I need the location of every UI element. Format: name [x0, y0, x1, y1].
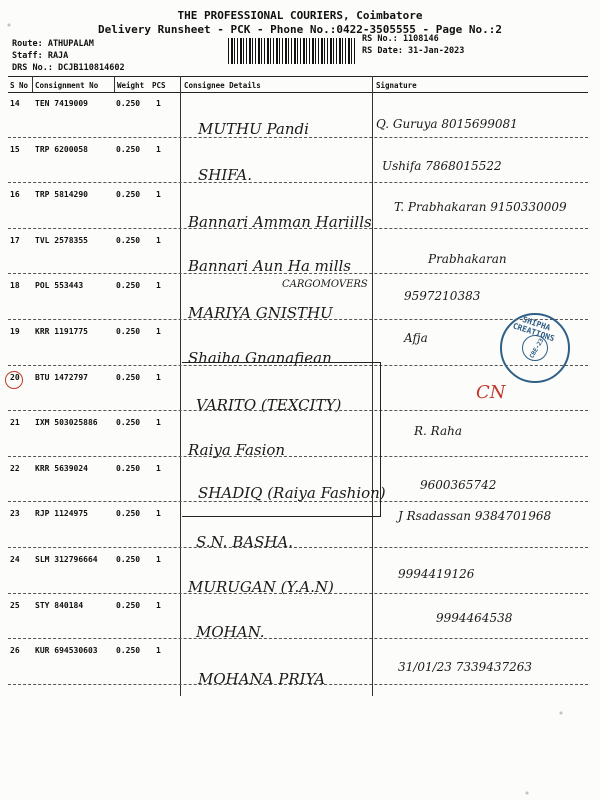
stamp-code: CBE-23 — [528, 337, 546, 360]
row-consignee-name: Bannari Aun Ha mills — [188, 256, 351, 275]
col-divider — [32, 76, 33, 92]
row-serial: 17 — [10, 235, 20, 245]
row-pcs: 1 — [156, 418, 161, 428]
rs-date: RS Date: 31-Jan-2023 — [362, 46, 465, 56]
col-header-consignee: Consignee Details — [184, 81, 261, 90]
row-consignee-name: S.N. BASHA. — [196, 533, 294, 552]
row-weight: 0.250 — [116, 190, 141, 200]
col-header-sno: S No — [10, 81, 29, 90]
row-pcs: 1 — [156, 646, 161, 656]
row-weight: 0.250 — [116, 281, 141, 291]
row-divider — [8, 273, 588, 274]
row-weight: 0.250 — [116, 646, 141, 656]
row-serial: 15 — [10, 144, 20, 154]
row-pcs: 1 — [156, 509, 161, 519]
row-signature: Prabhakaran — [428, 251, 507, 266]
row-consignment-no: IXM 503025886 — [35, 418, 98, 428]
row-weight: 0.250 — [116, 418, 141, 428]
row-pcs: 1 — [156, 99, 161, 108]
row-divider — [8, 547, 588, 548]
row-consignee-name: MUTHU Pandi — [198, 120, 309, 138]
col-header-signature: Signature — [376, 81, 417, 90]
row-consignee-name: SHIFA. — [198, 165, 252, 184]
row-serial: 14 — [10, 99, 20, 108]
row-pcs: 1 — [156, 235, 161, 245]
row-serial: 18 — [10, 281, 20, 291]
row-signature: J Rsadassan 9384701968 — [398, 509, 552, 524]
row-weight: 0.250 — [116, 463, 141, 473]
row-consignment-no: RJP 1124975 — [35, 509, 88, 519]
row-consignment-no: BTU 1472797 — [35, 372, 88, 382]
handwritten-bracket — [182, 362, 381, 413]
row-consignee-name: MOHANA PRIYA — [198, 670, 326, 689]
scan-speck — [2, 18, 16, 32]
rs-number: RS No.: 1108146 — [362, 34, 439, 44]
row-divider — [8, 593, 588, 594]
staff-label: Staff: RAJA — [12, 51, 69, 61]
row-consignee-name: VARITO (TEXCITY) — [196, 395, 342, 414]
row-consignee-name: SHADIQ (Raiya Fashion) — [198, 483, 386, 502]
row-serial: 22 — [10, 463, 20, 473]
stamp-text: SHIPHA CREATIONS — [511, 314, 556, 344]
row-consignment-no: STY 840184 — [35, 600, 84, 610]
route-label: Route: ATHUPALAM — [12, 39, 94, 49]
row-weight: 0.250 — [116, 600, 141, 610]
row-weight: 0.250 — [116, 327, 141, 336]
row-signature: 9994464538 — [436, 610, 513, 625]
row-divider — [8, 182, 588, 183]
col-divider — [180, 76, 181, 696]
row-serial: 26 — [10, 646, 20, 656]
row-signature: 31/01/23 7339437263 — [398, 660, 533, 675]
row-pcs: 1 — [156, 144, 161, 154]
col-divider — [114, 76, 115, 92]
row-consignee-name: MURUGAN (Y.A.N) — [188, 578, 334, 596]
table-header-border — [8, 92, 588, 93]
row-pcs: 1 — [156, 327, 161, 336]
row-consignment-no: KRR 5639024 — [35, 463, 88, 473]
row-serial: 16 — [10, 190, 20, 200]
row-pcs: 1 — [156, 372, 161, 382]
row-serial: 20 — [10, 372, 20, 382]
row-consignment-no: KRR 1191775 — [35, 327, 88, 336]
row-serial: 24 — [10, 555, 20, 564]
row-consignment-no: POL 553443 — [35, 281, 84, 291]
row-consignee-name: Raiya Fasion — [188, 441, 286, 460]
row-weight: 0.250 — [116, 555, 141, 564]
col-header-pcs: PCS — [152, 81, 166, 90]
row-weight: 0.250 — [116, 235, 141, 245]
company-stamp — [500, 313, 570, 383]
row-consignment-no: KUR 694530603 — [35, 646, 98, 656]
handwritten-bracket — [182, 410, 381, 517]
row-pcs: 1 — [156, 463, 161, 473]
row-signature: Ushifa 7868015522 — [382, 158, 502, 173]
row-consignment-no: SLM 312796664 — [35, 555, 98, 564]
row-pcs: 1 — [156, 281, 161, 291]
runsheet-title: Delivery Runsheet - PCK - Phone No.:0422-3505555 - Page No.:2 — [98, 23, 502, 36]
col-header-weight: Weight — [117, 81, 145, 90]
row-consignment-no: TEN 7419009 — [35, 99, 88, 108]
row-divider — [8, 137, 588, 138]
row-serial: 25 — [10, 600, 20, 610]
row-consignment-no: TRP 6200058 — [35, 144, 88, 154]
drs-label: DRS No.: DCJB110814602 — [12, 63, 125, 73]
row-signature: 9994419126 — [398, 567, 475, 581]
scan-speck — [520, 786, 534, 800]
company-title: THE PROFESSIONAL COURIERS, Coimbatore — [177, 9, 423, 22]
row-consignment-no: TVL 2578355 — [35, 235, 88, 245]
row-divider — [8, 228, 588, 229]
row-signature: Q. Guruya 8015699081 — [376, 117, 518, 131]
red-circle-mark — [5, 371, 23, 389]
row-pcs: 1 — [156, 600, 161, 610]
red-cn-mark: CN — [476, 382, 506, 403]
row-pcs: 1 — [156, 555, 161, 564]
row-consignee-name: Bannari Amman Hariills — [188, 213, 372, 232]
row-consignee-name: Shaiha Gnanafiean — [188, 349, 332, 367]
row-signature: 9597210383 — [404, 289, 481, 304]
row-weight: 0.250 — [116, 372, 141, 382]
barcode-image — [228, 38, 356, 64]
row-divider — [8, 319, 588, 320]
row-extra-note: CARGOMOVERS — [282, 279, 368, 291]
row-signature: Afja — [404, 331, 428, 345]
row-signature: R. Raha — [414, 424, 463, 439]
row-serial: 21 — [10, 418, 20, 428]
row-weight: 0.250 — [116, 144, 141, 154]
row-serial: 19 — [10, 327, 20, 336]
row-divider — [8, 684, 588, 685]
row-weight: 0.250 — [116, 99, 141, 108]
row-consignment-no: TRP 5814290 — [35, 190, 88, 200]
row-consignee-name: MARIYA GNISTHU — [188, 304, 333, 323]
row-pcs: 1 — [156, 190, 161, 200]
row-divider — [8, 638, 588, 639]
row-signature: T. Prabhakaran 9150330009 — [394, 200, 567, 215]
row-consignee-name: MOHAN. — [196, 622, 265, 641]
scan-speck — [554, 706, 568, 720]
table-top-border — [8, 76, 588, 77]
row-signature: 9600365742 — [420, 477, 497, 492]
row-weight: 0.250 — [116, 509, 141, 519]
col-header-consignment: Consignment No — [35, 81, 99, 90]
row-serial: 23 — [10, 509, 20, 519]
